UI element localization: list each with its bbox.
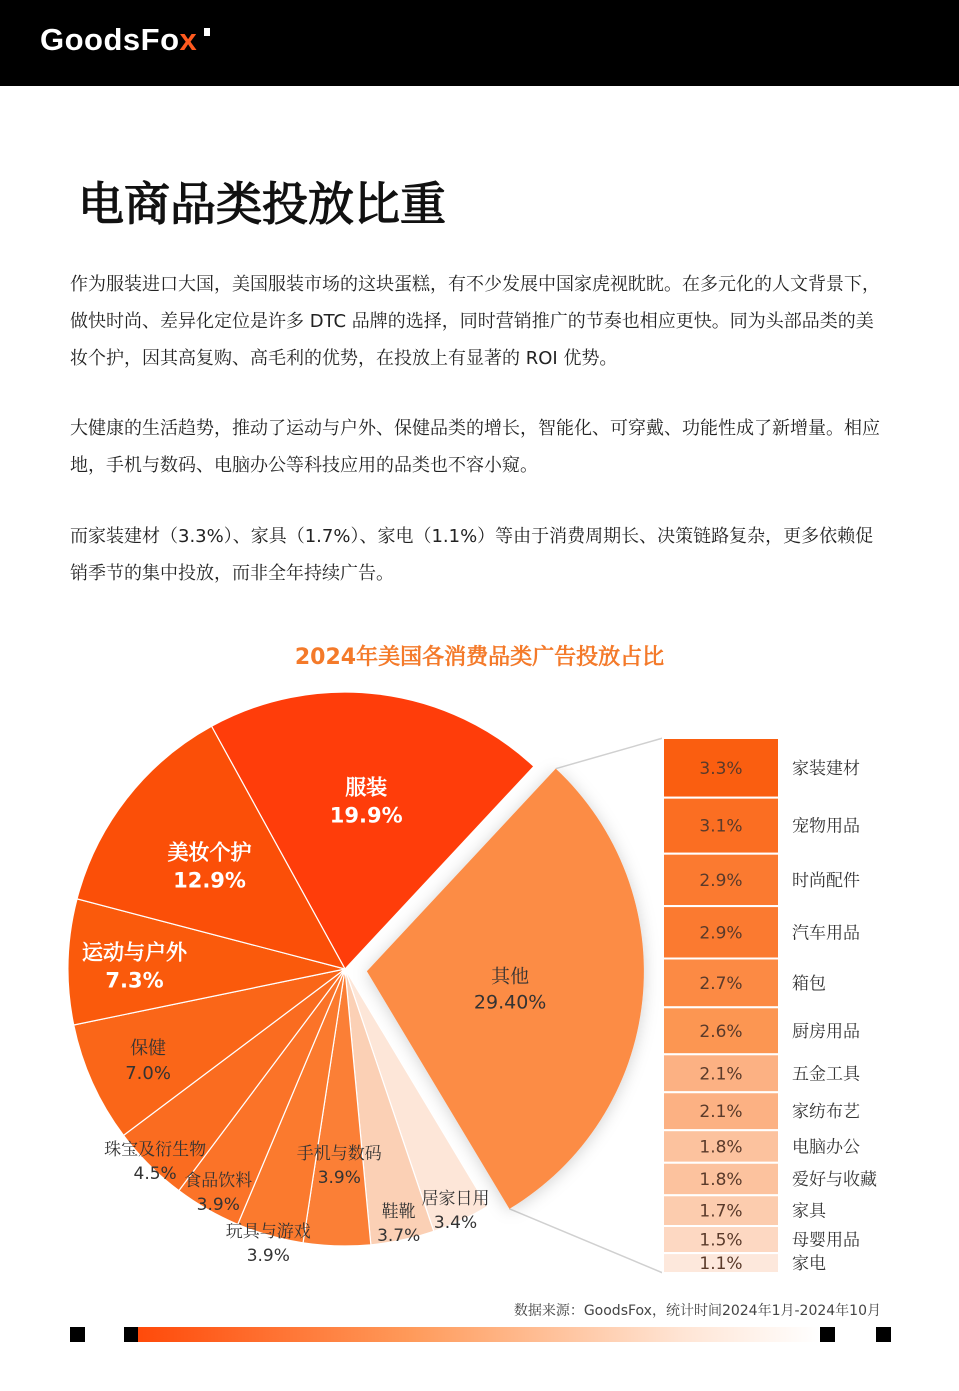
breakdown-value-label: 3.3% xyxy=(699,758,743,779)
breakdown-category-label: 家纺布艺 xyxy=(792,1102,860,1123)
goodsfox-logo[interactable]: GoodsFox xyxy=(40,22,198,57)
slice-value-label: 3.9% xyxy=(196,1195,240,1216)
breakdown-category-label: 母婴用品 xyxy=(792,1230,860,1251)
slice-label: 珠宝及衍生物 xyxy=(104,1140,207,1161)
breakdown-value-label: 2.1% xyxy=(699,1102,743,1123)
breakdown-category-label: 家装建材 xyxy=(792,758,860,779)
slice-label: 玩具与游戏 xyxy=(225,1221,311,1242)
connector-line xyxy=(556,738,663,769)
slice-value-label: 19.9% xyxy=(329,803,403,828)
header-bar xyxy=(0,0,959,86)
breakdown-category-label: 家电 xyxy=(792,1254,826,1275)
footer-square xyxy=(70,1327,85,1342)
breakdown-category-label: 五金工具 xyxy=(792,1064,860,1085)
breakdown-value-label: 1.5% xyxy=(699,1230,743,1251)
breakdown-value-label: 1.8% xyxy=(699,1170,743,1191)
slice-value-label: 3.9% xyxy=(246,1245,290,1266)
breakdown-value-label: 2.9% xyxy=(699,870,743,891)
breakdown-value-label: 2.6% xyxy=(699,1021,743,1042)
slice-label: 食品饮料 xyxy=(184,1171,253,1192)
breakdown-category-label: 汽车用品 xyxy=(792,923,860,944)
health-paragraph: 大健康的生活趋势，推动了运动与户外、保健品类的增长，智能化、可穿戴、功能性成了新增量。相应地，手机与数码、电脑办公等科技应用的品类也不容小窥。 xyxy=(70,418,880,476)
slice-value-label: 12.9% xyxy=(173,868,246,893)
slice-label: 保健 xyxy=(130,1037,167,1059)
breakdown-category-label: 电脑办公 xyxy=(792,1137,860,1158)
pie-chart xyxy=(0,690,959,1290)
slice-label: 其他 xyxy=(491,965,530,988)
breakdown-category-label: 家具 xyxy=(792,1201,826,1222)
footer-square xyxy=(876,1327,891,1342)
breakdown-value-label: 3.1% xyxy=(699,816,743,837)
slice-label: 居家日用 xyxy=(421,1188,490,1209)
breakdown-value-label: 1.8% xyxy=(699,1137,743,1158)
slice-label: 鞋靴 xyxy=(381,1201,416,1222)
breakdown-category-label: 厨房用品 xyxy=(792,1021,860,1042)
slice-value-label: 3.7% xyxy=(377,1225,421,1246)
logo-mark xyxy=(204,28,210,36)
slice-label: 运动与户外 xyxy=(82,940,188,965)
slice-value-label: 3.9% xyxy=(317,1167,361,1188)
breakdown-value-label: 1.1% xyxy=(699,1254,743,1275)
data-source-note: 数据来源：GoodsFox，统计时间2024年1月-2024年10月 xyxy=(513,1303,881,1319)
connector-line xyxy=(509,1209,663,1273)
breakdown-category-label: 箱包 xyxy=(792,973,826,994)
breakdown-category-label: 爱好与收藏 xyxy=(792,1170,877,1191)
chart-title: 2024年美国各消费品类广告投放占比 xyxy=(294,645,665,670)
intro-paragraph: 作为服装进口大国，美国服装市场的这块蛋糕，有不少发展中国家虎视眈眈。在多元化的人文背景下，做快时尚、差异化定位是许多 DTC 品牌的选择，同时营销推广的节奏也相应更快。同为头部品类的美妆个护，因其高复购、高毛利的优势，在投放上有显著的 ROI 优势。 xyxy=(70,274,880,369)
slice-value-label: 3.4% xyxy=(433,1212,478,1233)
breakdown-value-label: 2.1% xyxy=(699,1064,743,1085)
slice-value-label: 4.5% xyxy=(133,1164,177,1185)
page-title: 电商品类投放比重 xyxy=(78,177,446,231)
breakdown-value-label: 2.7% xyxy=(699,973,743,994)
slice-label: 美妆个护 xyxy=(167,840,252,865)
footer-square xyxy=(124,1327,139,1342)
home-paragraph: 而家装建材（3.3%）、家具（1.7%）、家电（1.1%）等由于消费周期长、决策链路复杂，更多依赖促销季节的集中投放，而非全年持续广告。 xyxy=(70,526,874,584)
breakdown-value-label: 2.9% xyxy=(699,923,743,944)
footer-gradient-bar xyxy=(138,1327,820,1342)
breakdown-category-label: 时尚配件 xyxy=(792,870,860,891)
footer-square xyxy=(820,1327,835,1342)
slice-value-label: 29.40% xyxy=(473,991,547,1014)
slice-value-label: 7.3% xyxy=(105,968,164,993)
breakdown-value-label: 1.7% xyxy=(699,1201,743,1222)
breakdown-category-label: 宠物用品 xyxy=(792,816,860,837)
slice-label: 服装 xyxy=(345,775,388,800)
slice-value-label: 7.0% xyxy=(125,1062,171,1084)
slice-label: 手机与数码 xyxy=(296,1143,382,1164)
